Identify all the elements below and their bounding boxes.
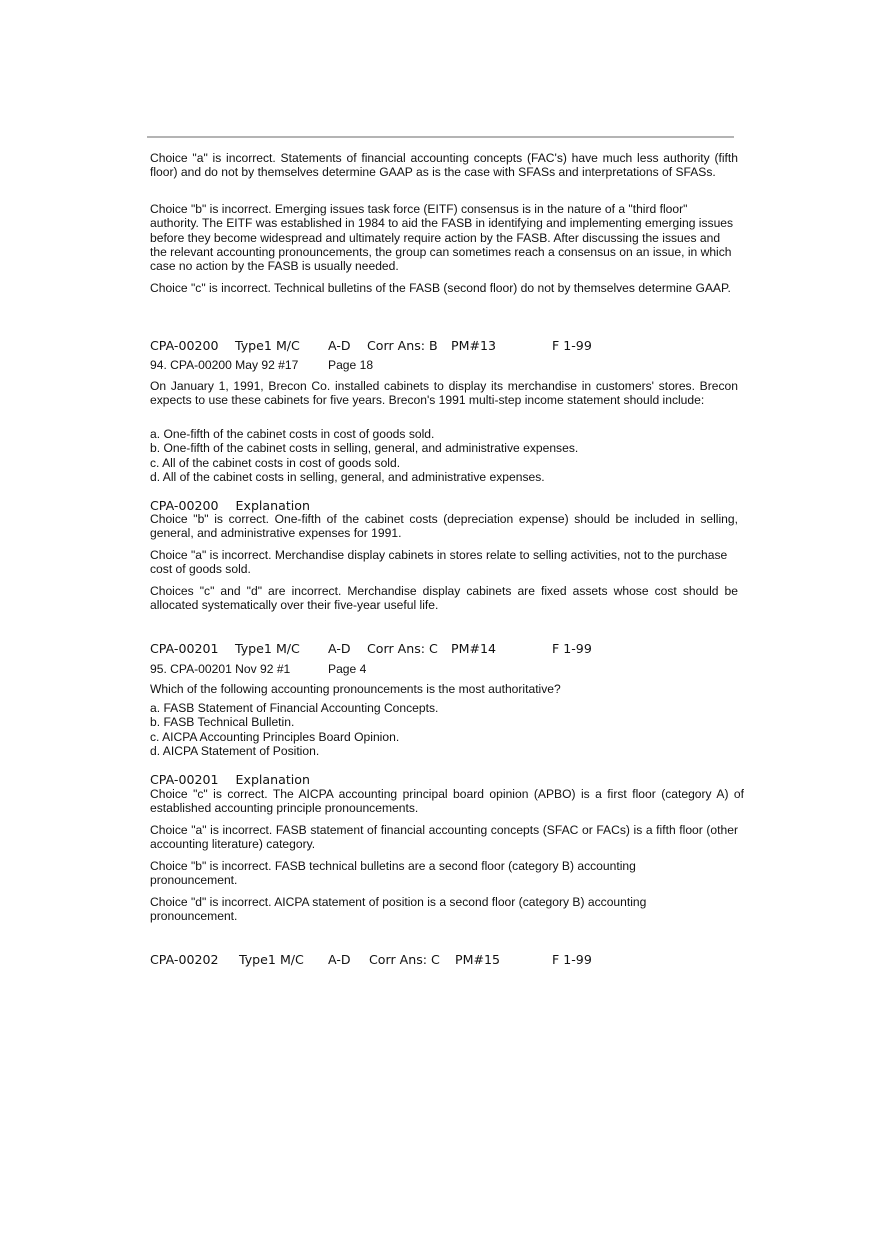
question-id: CPA-00200: [150, 338, 219, 353]
explanation-paragraph: Choice "b" is correct. One-fifth of the cabinet costs (depreciation expense) should be included in selling, general, and administrative expenses for 1991.: [150, 512, 738, 541]
question-id: CPA-00202: [150, 952, 219, 967]
question-header: [150, 641, 750, 657]
form-code: F 1-99: [552, 338, 592, 353]
explanation-id: CPA-00200: [150, 498, 219, 513]
pm-number: PM#15: [455, 952, 501, 967]
reference: 94. CPA-00200 May 92 #17: [150, 358, 299, 372]
option-a: a. One-fifth of the cabinet costs in cost of goods sold.: [150, 427, 435, 441]
question-type: Type1 M/C: [235, 641, 300, 656]
correct-answer: Corr Ans: C: [369, 952, 440, 967]
explanation-label: Explanation: [235, 498, 310, 513]
options-list: [150, 701, 738, 758]
option-c: c. AICPA Accounting Principles Board Opinion.: [150, 729, 400, 744]
option-b: b. One-fifth of the cabinet costs in selling, general, and administrative expenses.: [150, 441, 579, 456]
form-code: F 1-99: [552, 952, 592, 967]
page-ref: Page 18: [328, 358, 374, 372]
explanation-id: CPA-00201: [150, 772, 219, 787]
question-text: On January 1, 1991, Brecon Co. installed cabinets to display its merchandise in customers' stores. Brecon expects to use these cabinets for five years. Brecon's 1991 multi-step income statement should include:: [150, 379, 738, 408]
answer-range: A-D: [328, 952, 351, 967]
reference: 95. CPA-00201 Nov 92 #1: [150, 662, 291, 676]
paragraph: Choice "b" is incorrect. Emerging issues task force (EITF) consensus is in the nature of a "third floor" authority. The EITF was established in 1984 to aid the FASB in identifying and implementing emerging issues before they become widespread and ultimately require action by the FASB. After discussing the issues and the relevant accounting pronouncements, the group can sometimes reach a consensus on an issue, in which case no action by the FASB is usually needed.: [150, 202, 734, 274]
question-text: Which of the following accounting pronouncements is the most authoritative?: [150, 682, 561, 696]
paragraph: Choice "c" is incorrect. Technical bulletins of the FASB (second floor) do not by themselves determine GAAP.: [150, 281, 731, 295]
pm-number: PM#13: [451, 338, 497, 353]
option-b: b. FASB Technical Bulletin.: [150, 715, 295, 730]
page-ref: Page 4: [328, 662, 367, 676]
explanation-label: Explanation: [235, 772, 310, 787]
explanation-paragraph: Choice "d" is incorrect. AICPA statement of position is a second floor (category B) accounting pronouncement.: [150, 895, 647, 924]
option-d: d. AICPA Statement of Position.: [150, 743, 320, 758]
option-c: c. All of the cabinet costs in cost of goods sold.: [150, 455, 401, 470]
header-rule: [147, 136, 734, 138]
correct-answer: Corr Ans: B: [367, 338, 438, 353]
option-a: a. FASB Statement of Financial Accounting Concepts.: [150, 701, 439, 715]
explanation-paragraph: Choice "a" is incorrect. FASB statement of financial accounting concepts (SFAC or FACs) is a fifth floor (other accounting literature) category.: [150, 823, 738, 852]
question-type: Type1 M/C: [235, 338, 300, 353]
explanation-header: [150, 772, 310, 787]
explanation-paragraph: Choice "c" is correct. The AICPA accounting principal board opinion (APBO) is a first floor (category A) of established accounting principle pronouncements.: [150, 787, 744, 816]
option-d: d. All of the cabinet costs in selling, general, and administrative expenses.: [150, 469, 545, 484]
question-type: Type1 M/C: [239, 952, 304, 967]
options-list: [150, 427, 738, 484]
correct-answer: Corr Ans: C: [367, 641, 438, 656]
form-code: F 1-99: [552, 641, 592, 656]
explanation-paragraph: Choices "c" and "d" are incorrect. Merchandise display cabinets are fixed assets whose cost should be allocated systematically over their five-year useful life.: [150, 584, 738, 613]
question-header: [150, 338, 750, 354]
explanation-paragraph: Choice "a" is incorrect. Merchandise display cabinets in stores relate to selling activities, not to the purchase cost of goods sold.: [150, 548, 728, 577]
explanation-header: [150, 498, 310, 513]
answer-range: A-D: [328, 338, 351, 353]
question-header: [150, 952, 750, 968]
pm-number: PM#14: [451, 641, 497, 656]
paragraph: Choice "a" is incorrect. Statements of financial accounting concepts (FAC's) have much less authority (fifth floor) and do not by themselves determine GAAP as is the case with SFASs and interpretations of SFASs.: [150, 151, 738, 180]
explanation-paragraph: Choice "b" is incorrect. FASB technical bulletins are a second floor (category B) accounting pronouncement.: [150, 859, 636, 888]
question-id: CPA-00201: [150, 641, 219, 656]
answer-range: A-D: [328, 641, 351, 656]
